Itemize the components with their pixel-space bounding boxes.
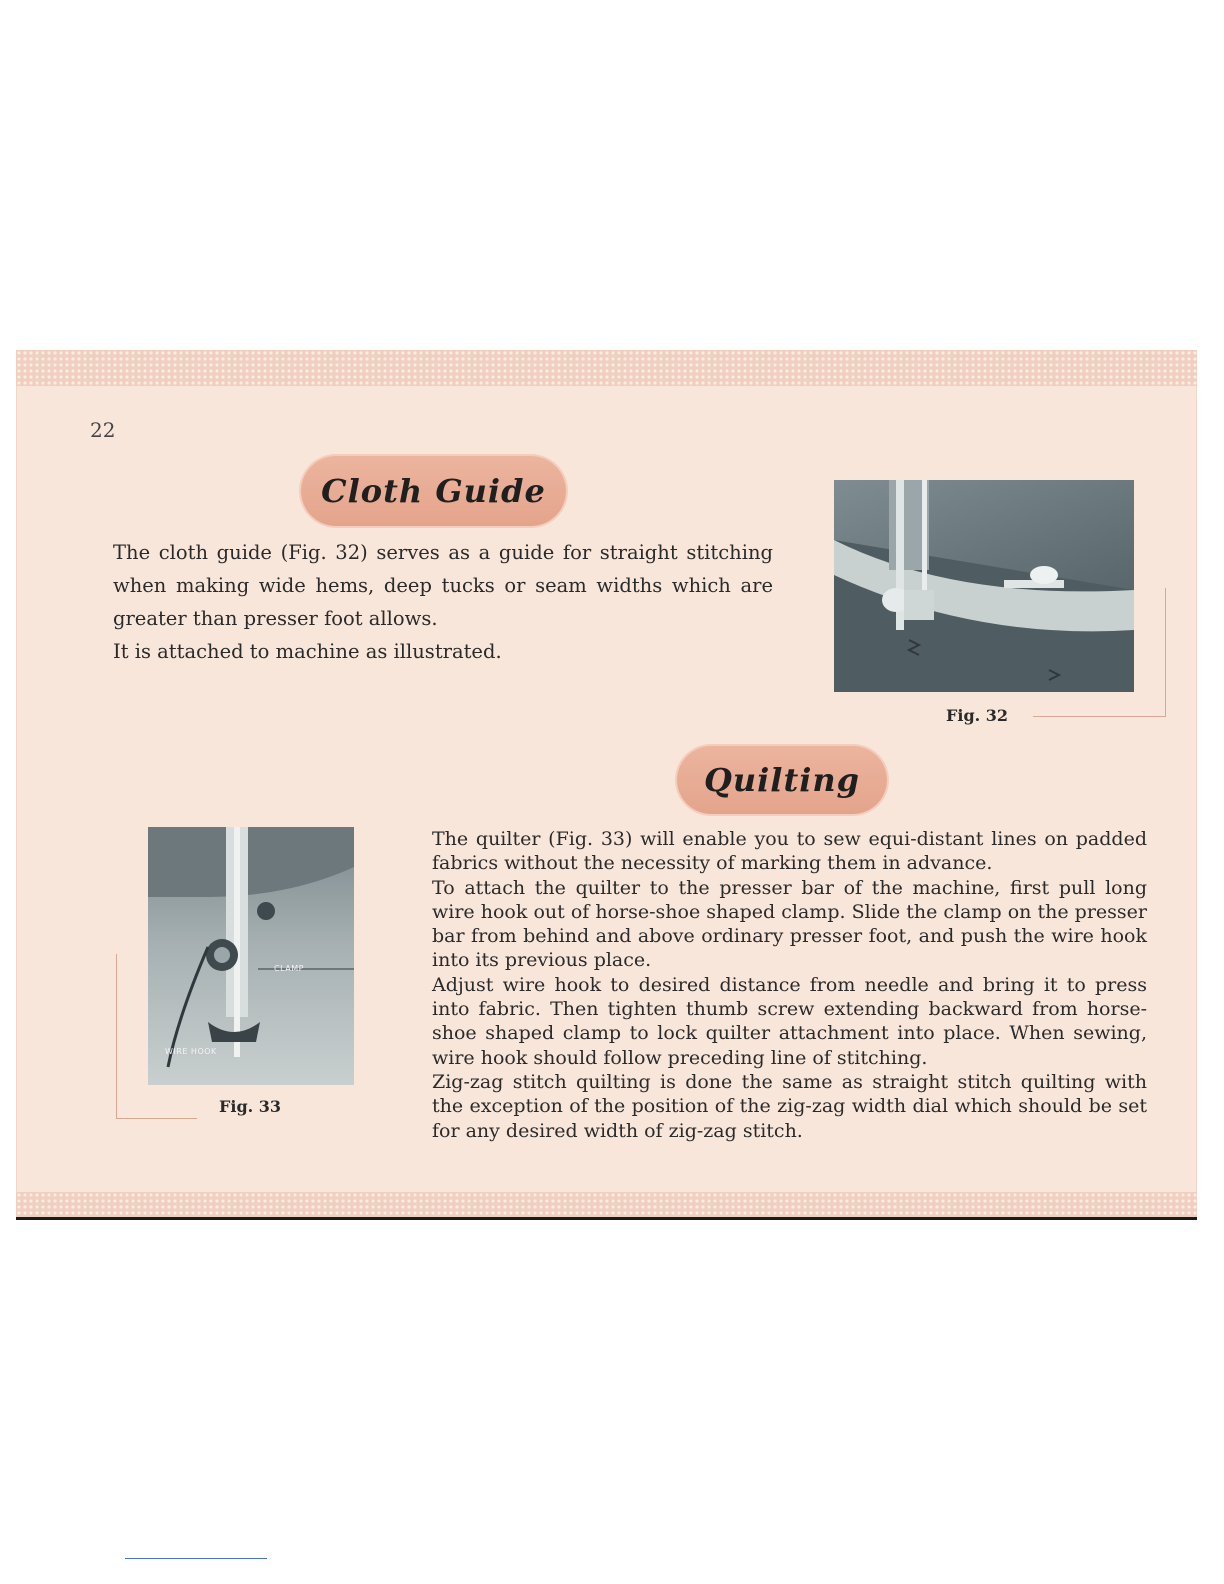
page-bottom-edge xyxy=(16,1217,1197,1220)
quilting-body xyxy=(432,827,1147,1143)
figure-33-bracket xyxy=(116,954,197,1119)
quilting-title: Quilting xyxy=(703,761,861,799)
quilting-paragraph: To attach the quilter to the presser bar of the machine, first pull long wire hook out of horse-shoe shaped clamp. Slide the clamp on the presser bar from behind and above ordinary presser foot, and push the wire hook into its previous place. xyxy=(432,876,1147,972)
figure-32-bracket xyxy=(1033,588,1166,717)
quilting-paragraph: The quilter (Fig. 33) will enable you to sew equi-distant lines on padded fabrics without the necessity of marking them in advance. xyxy=(432,828,1147,875)
quilting-paragraph: Adjust wire hook to desired distance from needle and bring it to press into fabric. Then tighten thumb screw extending backward from horse-shoe shaped clamp to lock quilter attachment into place. When sewing, wire hook should follow preceding line of stitching. xyxy=(432,973,1147,1069)
footer-link-underline[interactable] xyxy=(125,1558,267,1559)
cloth-guide-paragraph: The cloth guide (Fig. 32) serves as a guide for straight stitching when making wide hems, deep tucks or seam widths which are greater than presser foot allows. xyxy=(113,541,773,630)
bottom-decorative-border xyxy=(16,1192,1197,1220)
cloth-guide-paragraph: It is attached to machine as illustrated. xyxy=(113,640,502,663)
cloth-guide-body xyxy=(113,536,773,668)
manual-page xyxy=(16,350,1197,1220)
figure-33-caption: Fig. 33 xyxy=(219,1097,282,1116)
figure-32-caption: Fig. 32 xyxy=(946,706,1009,725)
quilting-paragraph: Zig-zag stitch quilting is done the same as straight stitch quilting with the exception of the position of the zig-zag width dial which should be set for any desired width of zig-zag stitch. xyxy=(432,1070,1147,1142)
top-decorative-border xyxy=(16,350,1197,386)
page-number: 22 xyxy=(90,418,116,442)
quilting-title-badge xyxy=(677,746,887,814)
clamp-photo-label: CLAMP xyxy=(274,964,304,973)
wire-hook-photo-label: WIRE HOOK xyxy=(165,1047,217,1056)
cloth-guide-title-badge xyxy=(301,456,566,526)
cloth-guide-title: Cloth Guide xyxy=(321,472,546,510)
